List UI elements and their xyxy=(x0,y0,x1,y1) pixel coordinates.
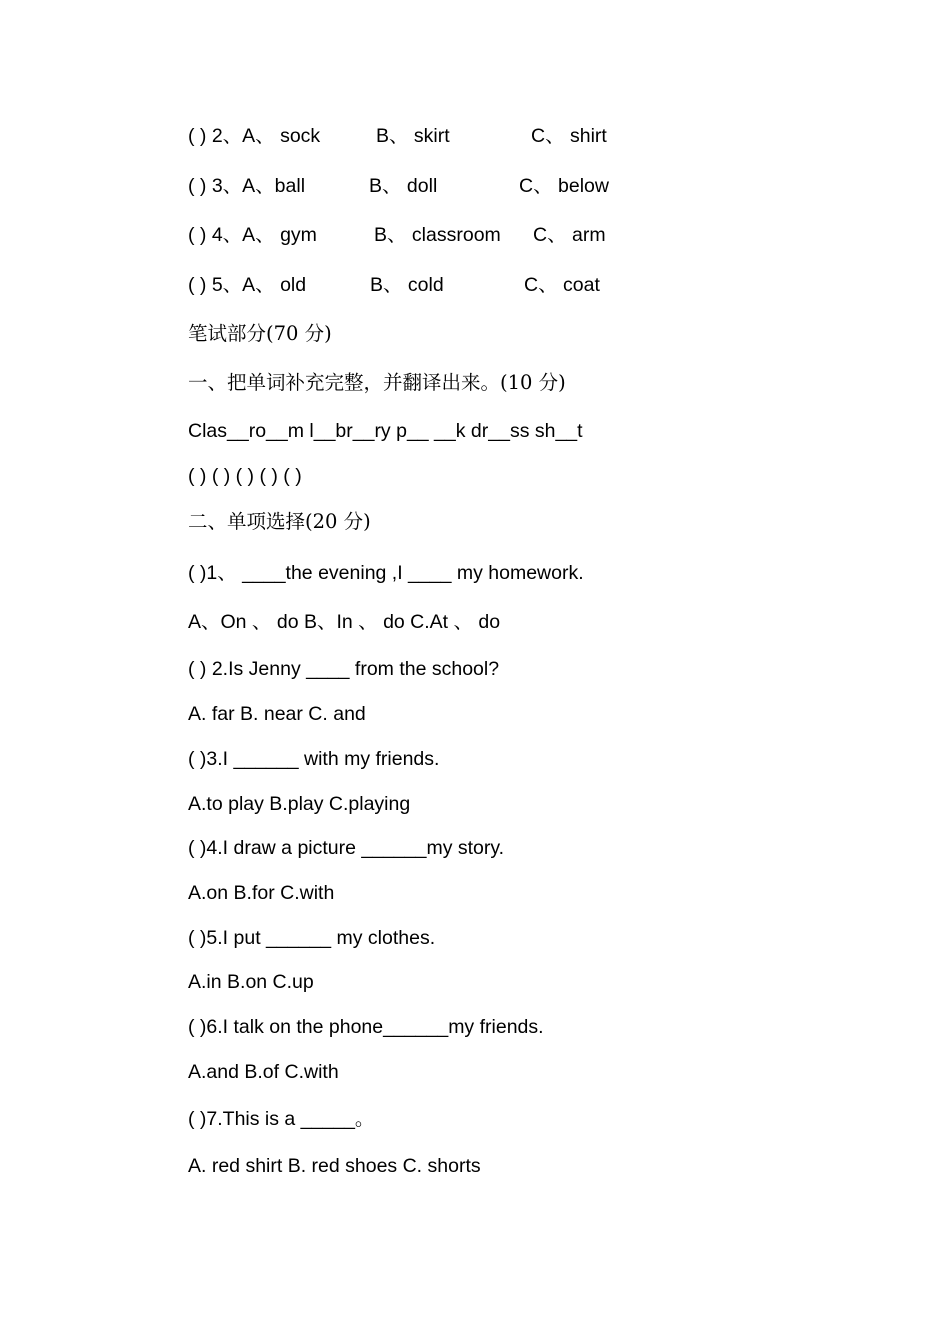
listening-item-a: ( ) 2、A、 sock xyxy=(188,125,321,147)
question-text: ( ) 2.Is Jenny ____ from the school? xyxy=(188,658,500,680)
question-text: ( )7.This is a _____。 xyxy=(188,1108,375,1130)
listening-item-b: B、 doll xyxy=(369,175,438,197)
question-text: ( )4.I draw a picture ______my story. xyxy=(188,837,505,859)
question-text: ( )3.I ______ with my friends. xyxy=(188,748,440,770)
part1-blanks: ( ) ( ) ( ) ( ) ( ) xyxy=(188,465,302,487)
listening-item xyxy=(188,124,708,148)
question-options: A、On 、 do B、In 、 do C.At 、 do xyxy=(188,611,501,633)
listening-item-c: C、 below xyxy=(519,175,609,197)
listening-item-c: C、 arm xyxy=(533,224,606,246)
part1-heading: 一、把单词补充完整，并翻译出来。(10 分) xyxy=(188,371,566,394)
listening-item xyxy=(188,223,708,247)
question-text: ( )1、 ____the evening ,I ____ my homework. xyxy=(188,562,584,584)
listening-item-b: B、 classroom xyxy=(374,224,501,246)
written-section-title: 笔试部分(70 分) xyxy=(188,322,332,345)
listening-item xyxy=(188,273,708,297)
listening-item xyxy=(188,174,708,198)
question-options: A.on B.for C.with xyxy=(188,882,335,904)
question-text: ( )5.I put ______ my clothes. xyxy=(188,927,436,949)
listening-item-a: ( ) 4、A、 gym xyxy=(188,224,317,246)
listening-item-b: B、 skirt xyxy=(376,125,450,147)
listening-item-a: ( ) 5、A、 old xyxy=(188,274,307,296)
question-options: A. red shirt B. red shoes C. shorts xyxy=(188,1155,481,1177)
listening-item-c: C、 shirt xyxy=(531,125,607,147)
part2-heading: 二、单项选择(20 分) xyxy=(188,510,371,533)
question-options: A.in B.on C.up xyxy=(188,971,314,993)
question-text: ( )6.I talk on the phone______my friends. xyxy=(188,1016,544,1038)
listening-item-a: ( ) 3、A、ball xyxy=(188,175,306,197)
question-options: A.to play B.play C.playing xyxy=(188,793,411,815)
listening-item-b: B、 cold xyxy=(370,274,444,296)
question-options: A. far B. near C. and xyxy=(188,703,366,725)
listening-item-c: C、 coat xyxy=(524,274,600,296)
question-options: A.and B.of C.with xyxy=(188,1061,339,1083)
part1-words: Clas__ro__m l__br__ry p__ __k dr__ss sh__t xyxy=(188,420,583,442)
